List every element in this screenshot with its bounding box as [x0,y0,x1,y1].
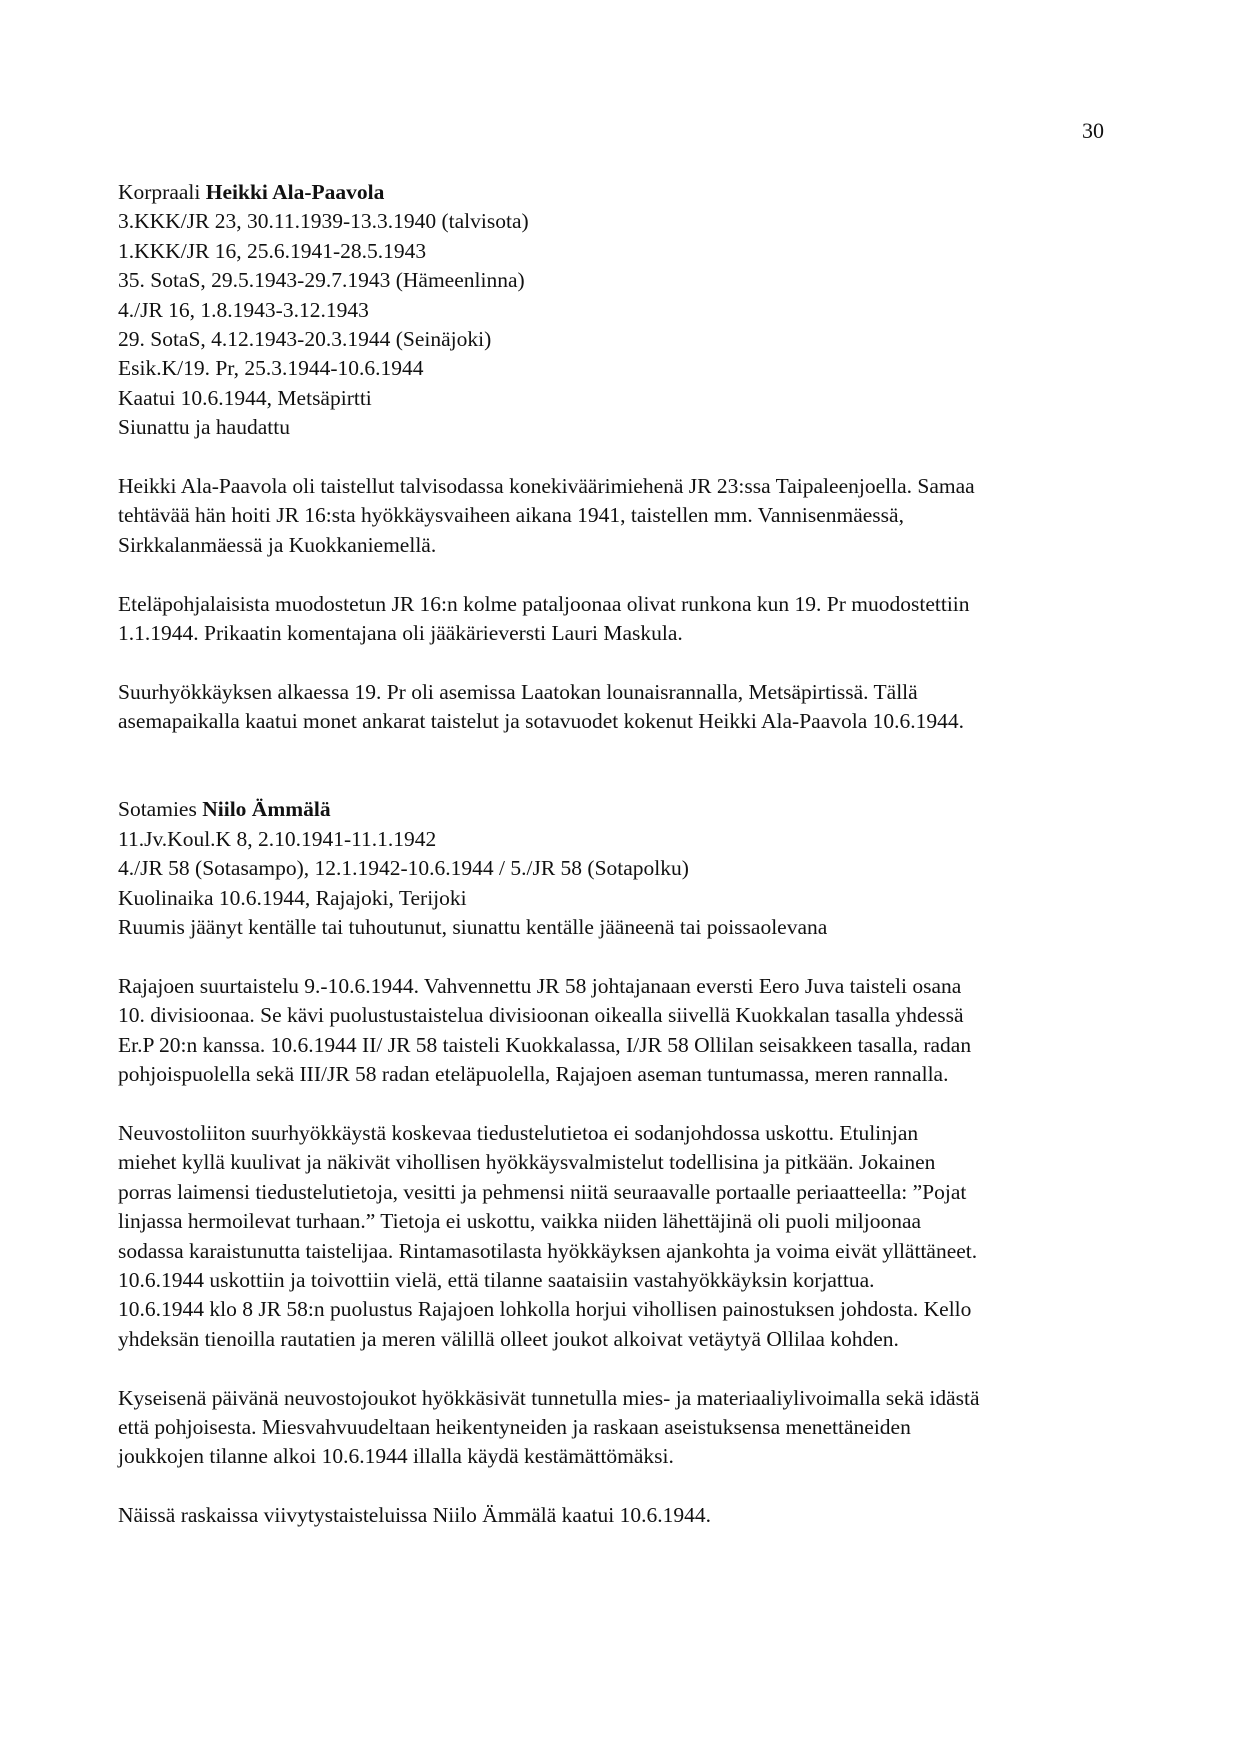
paragraph-line: 10.6.1944 uskottiin ja toivottiin vielä, että tilanne saataisiin vastahyökkäyksin korjattua. [118,1267,875,1292]
service-line: 4./JR 16, 1.8.1943-3.12.1943 [118,297,369,322]
paragraph-line: että pohjoisesta. Miesvahvuudeltaan heikentyneiden ja raskaan aseistuksensa menettäneiden [118,1414,911,1439]
paragraph-line: miehet kyllä kuulivat ja näkivät vihollisen hyökkäysvalmistelut todellisina ja pitkään. Jokainen [118,1150,936,1175]
page-number: 30 [1082,118,1104,143]
service-line: 35. SotaS, 29.5.1943-29.7.1943 (Hämeenlinna) [118,268,525,293]
paragraph-line: Eteläpohjalaisista muodostetun JR 16:n kolme pataljoonaa olivat runkona kun 19. Pr muodostettiin [118,591,970,616]
service-line: 1.KKK/JR 16, 25.6.1941-28.5.1943 [118,238,427,263]
service-line: Kuolinaika 10.6.1944, Rajajoki, Terijoki [118,885,467,910]
paragraph-line: tehtävää hän hoiti JR 16:sta hyökkäysvaiheen aikana 1941, taistellen mm. Vannisenmäessä, [118,503,904,528]
paragraph-line: 1.1.1944. Prikaatin komentajana oli jääkärieversti Lauri Maskula. [118,621,683,646]
paragraph-line: 10.6.1944 klo 8 JR 58:n puolustus Rajajoen lohkolla horjui vihollisen painostuksen johdosta. Kello [118,1297,972,1322]
service-line: 4./JR 58 (Sotasampo), 12.1.1942-10.6.1944 / 5./JR 58 (Sotapolku) [118,856,689,881]
paragraph-line: 10. divisioonaa. Se kävi puolustustaistelua divisioonan oikealla siivellä Kuokkalan tasalla yhdessä [118,1003,964,1028]
paragraph [118,1119,1128,1354]
person-name: Heikki Ala-Paavola [205,180,385,204]
paragraph-line: yhdeksän tienoilla rautatien ja meren välillä olleet joukot alkoivat vetäytyä Ollilaa kohden. [118,1326,899,1351]
paragraph [118,472,1128,560]
service-line: Siunattu ja haudattu [118,415,290,440]
paragraph-line: Heikki Ala-Paavola oli taistellut talvisodassa konekiväärimiehenä JR 23:ssa Taipaleenjoella. Samaa [118,474,975,499]
service-line: Esik.K/19. Pr, 25.3.1944-10.6.1944 [118,356,424,381]
service-line: Kaatui 10.6.1944, Metsäpirtti [118,385,372,410]
paragraph [118,1501,1128,1530]
paragraph-line: Kyseisenä päivänä neuvostojoukot hyökkäsivät tunnetulla mies- ja materiaaliylivoimalla sekä idästä [118,1385,980,1410]
paragraph-line: linjassa hermoilevat turhaan.” Tietoja ei uskottu, vaikka niiden lähettäjinä oli puoli miljoonaa [118,1209,922,1234]
paragraph-line: joukkojen tilanne alkoi 10.6.1944 illalla käydä kestämättömäksi. [118,1444,674,1469]
service-line: 3.KKK/JR 23, 30.11.1939-13.3.1940 (talvisota) [118,209,529,234]
service-line: 11.Jv.Koul.K 8, 2.10.1941-11.1.1942 [118,826,437,851]
paragraph-line: Rajajoen suurtaistelu 9.-10.6.1944. Vahvennettu JR 58 johtajanaan eversti Eero Juva taisteli osana [118,973,962,998]
paragraph [118,590,1128,649]
paragraph-line: sodassa karaistunutta taistelijaa. Rintamasotilasta hyökkäyksen ajankohta ja voima eivät yllättäneet. [118,1238,978,1263]
person-heikki-header [118,178,1128,443]
person-title [118,178,1128,207]
person-rank: Korpraali [118,180,201,204]
paragraph-line: Er.P 20:n kanssa. 10.6.1944 II/ JR 58 taisteli Kuokkalassa, I/JR 58 Ollilan seisakkeen tasalla, radan [118,1032,972,1057]
paragraph [118,678,1128,737]
service-line: 29. SotaS, 4.12.1943-20.3.1944 (Seinäjoki) [118,327,492,352]
person-rank: Sotamies [118,797,197,822]
paragraph-line: porras laimensi tiedustelutietoja, vesitti ja pehmensi niitä seuraavalle portaalle periaatteella: ”Pojat [118,1179,967,1204]
paragraph-line: pohjoispuolella sekä III/JR 58 radan eteläpuolella, Rajajoen aseman tuntumassa, meren rannalla. [118,1062,949,1087]
paragraph-line: Sirkkalanmäessä ja Kuokkaniemellä. [118,532,437,557]
document-body [118,178,1128,1531]
paragraph [118,972,1128,1090]
paragraph-line: asemapaikalla kaatui monet ankarat taistelut ja sotavuodet kokenut Heikki Ala-Paavola 10.6.1944. [118,709,965,734]
paragraph-line: Suurhyökkäyksen alkaessa 19. Pr oli asemissa Laatokan lounaisrannalla, Metsäpirtissä. Tällä [118,679,918,704]
service-line: Ruumis jäänyt kentälle tai tuhoutunut, siunattu kentälle jääneenä tai poissaolevana [118,915,828,940]
paragraph [118,1384,1128,1472]
person-name: Niilo Ämmälä [202,797,331,822]
paragraph-line: Näissä raskaissa viivytystaisteluissa Niilo Ämmälä kaatui 10.6.1944. [118,1503,711,1528]
person-niilo-header [118,795,1128,942]
person-title [118,795,1128,824]
paragraph-line: Neuvostoliiton suurhyökkäystä koskevaa tiedustelutietoa ei sodanjohdossa uskottu. Etulinjan [118,1120,919,1145]
